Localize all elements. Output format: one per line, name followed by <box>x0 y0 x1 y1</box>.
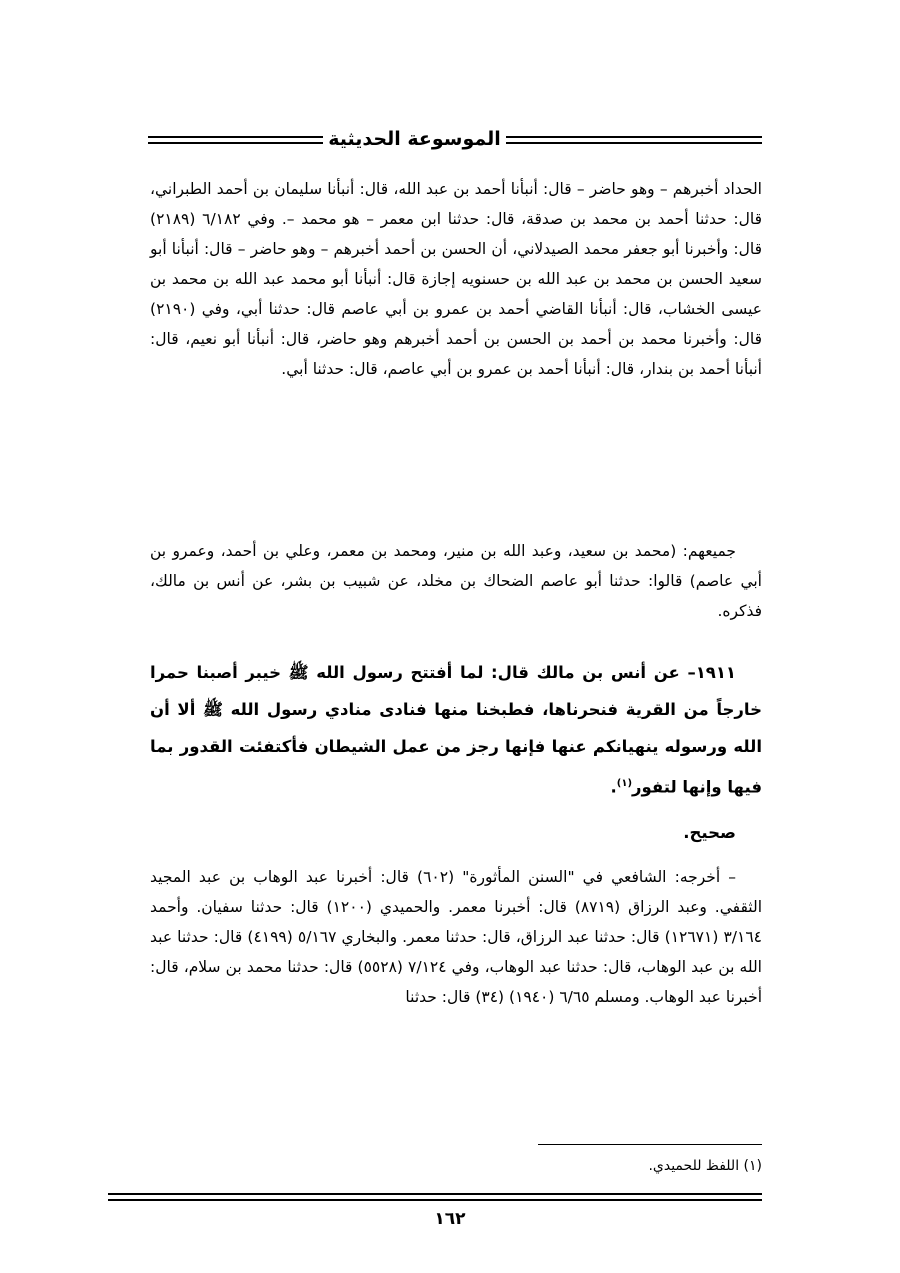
hadith-end: . <box>610 777 617 797</box>
header-rule-right-bottom <box>498 142 762 144</box>
page-number: ١٦٢ <box>434 1209 466 1229</box>
footnote: (١) اللفظ للحميدي. <box>648 1158 762 1174</box>
paragraph-text: جميعهم: (محمد بن سعيد، وعبد الله بن منير، ومحمد بن معمر، وعلي بن أحمد، وعمرو بن أبي عاصم) قالوا: حدثنا أبو عاصم الضحاك بن مخلد، عن شبيب بن بشر، عن أنس بن مالك، فذكره. <box>150 542 762 620</box>
hadith-text-block <box>150 654 762 806</box>
running-header <box>148 124 762 164</box>
grade-text: صحيح. <box>683 823 736 842</box>
header-rule-right-top <box>498 136 762 138</box>
paragraph-text: الحداد أخبرهم – وهو حاضر – قال: أنبأنا أحمد بن عبد الله، قال: أنبأنا سليمان بن أحمد الطبراني، قال: حدثنا أحمد بن محمد بن صدقة، قال: حدثنا ابن معمر – هو محمد –. وفي ٦/١٨٢ (٢١٨٩) قال: وأخبرنا أبو جعفر محمد الصيدلاني، أن الحسن بن أحمد أخبرهم – وهو حاضر – قال: أنبأنا أبو سعيد الحسن بن محمد بن عبد الله بن حسنويه إجازة قال: أنبأنا أبو محمد عبد الله بن محمد بن عيسى الخشاب، قال: أنبأنا القاضي أحمد بن عمرو بن أبي عاصم قال: حدثنا أبي، وفي (٢١٩٠) قال: وأخبرنا محمد بن أحمد بن الحسن بن أحمد أخبرهم وهو حاضر، قال: أنبأنا أبو نعيم، قال: أنبأنا أحمد بن بندار، قال: أنبأنا أحمد بن عمرو بن أبي عاصم، قال: حدثنا أبي. <box>150 180 762 378</box>
footnote-separator <box>538 1144 762 1145</box>
header-title: الموسوعة الحديثية <box>323 126 506 152</box>
header-rule-left-top <box>148 136 328 138</box>
chain-paragraph-2 <box>150 536 762 626</box>
takhrij-paragraph <box>150 862 762 1012</box>
takhrij-text: – أخرجه: الشافعي في "السنن المأثورة" (٦٠٢) قال: أخبرنا عبد الوهاب بن عبد المجيد الثقفي. وعبد الرزاق (٨٧١٩) قال: أخبرنا معمر. والحميدي (١٢٠٠) قال: حدثنا سفيان. وأحمد ٣/١٦٤ (١٢٦٧١) قال: حدثنا عبد الرزاق، قال: حدثنا معمر. والبخاري ٥/١٦٧ (٤١٩٩) قال: حدثنا عبد الله بن عبد الوهاب، قال: حدثنا عبد الوهاب، وفي ٧/١٢٤ (٥٥٢٨) قال: حدثنا محمد بن سلام، قال: أخبرنا عبد الوهاب. ومسلم ٦/٦٥ (١٩٤٠) (٣٤) قال: حدثنا <box>150 868 763 1006</box>
footnote-ref: (١) <box>616 778 633 789</box>
grade-paragraph <box>150 818 762 848</box>
hadith-text: ١٩١١– عن أنس بن مالك قال: لما أفتتح رسول الله ﷺ خيبر أصبنا حمرا خارجاً من القرية فنحرناها، فطبخنا منها فنادى منادي رسول الله ﷺ ألا أن الله ورسوله ينهيانكم عنها فإنها رجز من عمل الشيطان فأكتفئت القدور بما فيها وإنها لتفور <box>150 663 762 797</box>
footer-rule-bottom <box>108 1199 762 1201</box>
footer-rule-top <box>108 1193 762 1195</box>
header-rule-left-bottom <box>148 142 328 144</box>
chain-paragraph-1 <box>150 174 762 384</box>
hadith-paragraph <box>150 654 762 806</box>
